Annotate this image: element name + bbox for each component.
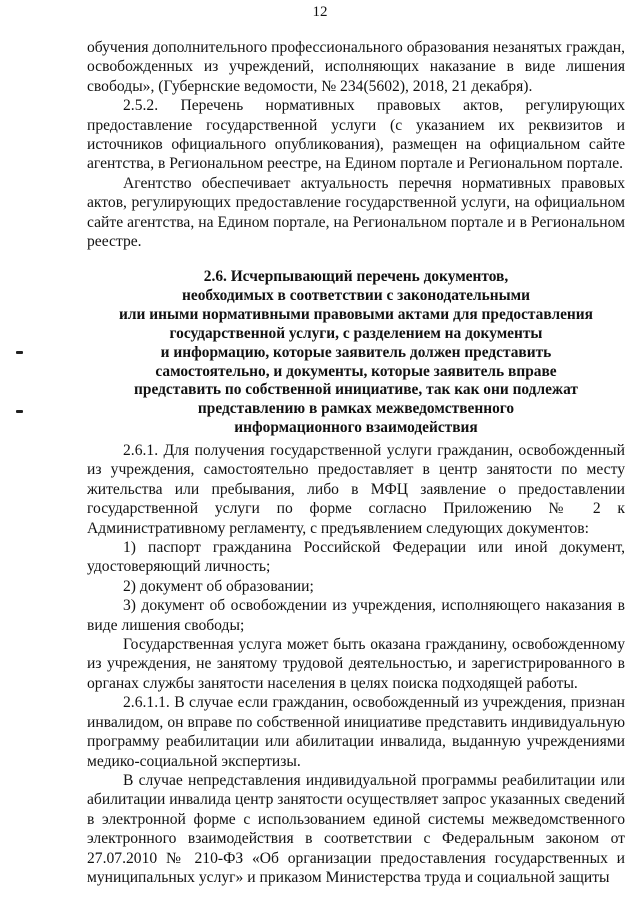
heading-line: государственной услуги, с разделением на документы [169,324,543,342]
page-number: 12 [312,4,328,20]
list-item-passport: 1) паспорт гражданина Российской Федерации или иной документ, удостоверяющий личность; [87,539,625,576]
heading-line: информационного взаимодействия [234,419,478,437]
paragraph-continuation: обучения дополнительного профессионального образования незанятых граждан, освобожденных из учреждений, исполняющих наказание в виде лишения свободы», (Губернские ведомости, № 234(5602), 2018, 21 декабря). [87,39,625,95]
heading-line: и информацию, которые заявитель должен представить [160,343,552,361]
paragraph-non-submission: В случае непредставления индивидуальной программы реабилитации или абилитации инвалида центр занятости осуществляет запрос указанных сведений в электронной форме с использованием единой системы межведомственного электронного взаимодействия в соответствии с Федеральным законом от 27.07.2010 № 210-ФЗ «Об организации предоставления государственных и муниципальных услуг» и приказом Министерства труда и социальной защиты [87,771,625,886]
margin-scan-mark [16,410,23,413]
heading-line: необходимых в соответствии с законодательными [182,286,530,304]
heading-line: самостоятельно, и документы, которые заявитель вправе [155,362,557,380]
heading-line: 2.6. Исчерпывающий перечень документов, [203,268,509,285]
list-item-education: 2) документ об образовании; [123,577,314,595]
intro-text [87,38,625,251]
body-text [87,441,625,887]
paragraph-2-6-1: 2.6.1. Для получения государственной услуги гражданин, освобожденный из учреждения, самостоятельно предоставляет в центр занятости по месту жительства или пребывания, либо в МФЦ заявление о предоставлении государственной услуги по форме согласно Приложению № 2 к Административному регламенту, с предъявлением следующих документов: [87,442,625,537]
heading-line: представить по собственной инициативе, так как они подлежат [134,381,578,399]
paragraph-agency-actuality: Агентство обеспечивает актуальность перечня нормативных правовых актов, регулирующих предоставление государственной услуги, на официальном сайте агентства, на Едином портале, на Региональном портале и в Региональном реестре. [87,174,625,251]
section-heading-2-6 [87,268,625,438]
paragraph-2-5-2: 2.5.2. Перечень нормативных правовых актов, регулирующих предоставление государственной услуги (с указанием их реквизитов и источников официального опубликования), размещен на официальном сайте агентства, в Региональном реестре, на Едином портале и Региональном портале. [87,97,625,173]
paragraph-service-eligibility: Государственная услуга может быть оказана гражданину, освобожденному из учреждения, не занятому трудовой деятельностью, и зарегистрированного в органах службы занятости населения в целях поиска подходящей работы. [87,636,625,692]
heading-line: или иными нормативными правовыми актами для предоставления [119,305,593,323]
paragraph-2-6-1-1: 2.6.1.1. В случае если гражданин, освобожденный из учреждения, признан инвалидом, он вправе по собственной инициативе представить индивидуальную программу реабилитации или абилитации инвалида, выданную учреждениями медико-социальной экспертизы. [87,694,625,770]
heading-line: представлению в рамках межведомственного [197,400,515,418]
margin-scan-mark [16,351,23,354]
list-item-release-document: 3) документ об освобождении из учреждения, исполняющего наказания в виде лишения свободы; [87,597,625,634]
